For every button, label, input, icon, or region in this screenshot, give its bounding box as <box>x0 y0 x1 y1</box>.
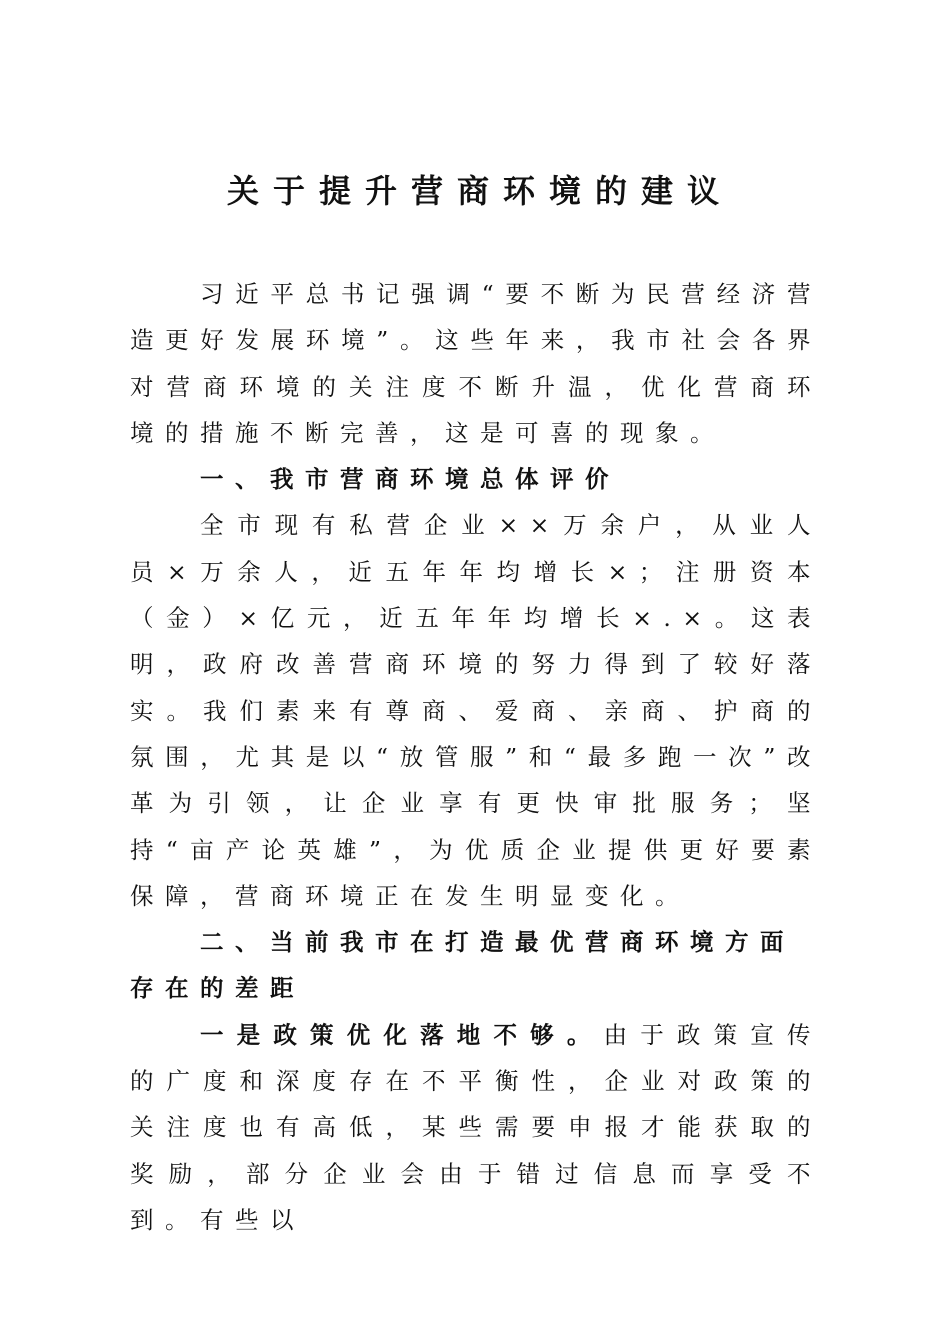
section-2-heading: 二、当前我市在打造最优营商环境方面存在的差距 <box>130 928 795 1003</box>
document-body <box>130 165 822 1243</box>
intro-paragraph: 习近平总书记强调“要不断为民营经济营造更好发展环境”。这些年来，我市社会各界对营商环境的关注度不断升温，优化营商环境的措施不断完善，这是可喜的现象。 <box>130 280 822 447</box>
point-1-body: 由于政策宣传的广度和深度存在不平衡性，企业对政策的关注度也有高低，某些需要申报才能获取的奖励，部分企业会由于错过信息而享受不到。有些以 <box>130 1020 822 1234</box>
point-1-lead: 一是政策优化落地不够。 <box>200 1020 604 1049</box>
document-title: 关于提升营商环境的建议 <box>226 172 733 210</box>
section-2-point-1-paragraph <box>130 1012 822 1243</box>
section-1-heading: 一、我市营商环境总体评价 <box>200 465 620 494</box>
section-1-paragraph: 全市现有私营企业××万余户，从业人员×万余人，近五年年均增长×；注册资本（金）×亿元，近五年年均增长×.×。这表明，政府改善营商环境的努力得到了较好落实。我们素来有尊商、爱商、亲商、护商的氛围，尤其是以“放管服”和“最多跑一次”改革为引领，让企业享有更快审批服务；坚持“亩产论英雄”，为优质企业提供更好要素保障，营商环境正在发生明显变化。 <box>130 511 822 910</box>
